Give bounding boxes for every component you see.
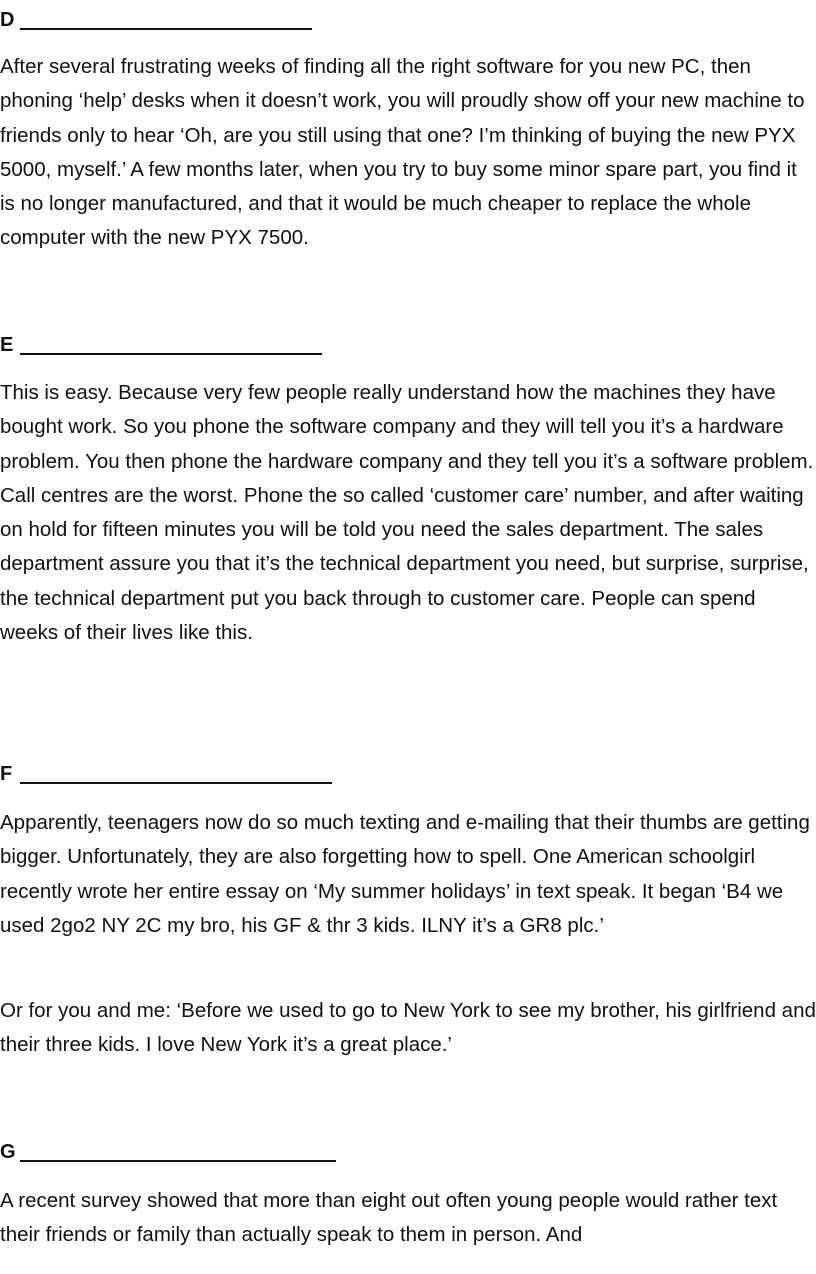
answer-blank-line <box>20 28 312 30</box>
section-letter: F <box>0 763 13 785</box>
section-f-heading <box>0 756 332 786</box>
section-g-heading <box>0 1134 336 1164</box>
section-d-paragraph-1: After several frustrating weeks of finding all the right software for you new PC, then phoning ‘help’ desks when it doesn’t work, you will proudly show off your new machine to friends only to hear ‘Oh, are you still using that one? I’m thinking of buying the new PYX 5000, myself.’ A few months later, when you try to buy some minor spare part, you find it is no longer manufactured, and that it would be much cheaper to replace the whole computer with the new PYX 7500. <box>0 55 805 250</box>
section-e-paragraph-1: This is easy. Because very few people really understand how the machines they have bought work. So you phone the software company and they will tell you it’s a hardware problem. You then phone the hardware company and they tell you it’s a software problem. Call centres are the worst. Phone the so called ‘customer care’ number, and after waiting on hold for fifteen minutes you will be told you need the sales department. The sales department assure you that it’s the technical department you need, but surprise, surprise, the technical department put you back through to customer care. People can spend weeks of their lives like this. <box>0 381 814 645</box>
answer-blank-line <box>20 353 322 355</box>
section-e-heading <box>0 327 322 357</box>
answer-blank-line <box>20 1160 336 1162</box>
section-f-paragraph-2: Or for you and me: ‘Before we used to go to New York to see my brother, his girlfriend and their three kids. I love New York it’s a great place.’ <box>0 999 816 1057</box>
section-d-heading <box>0 2 312 32</box>
section-letter: D <box>0 9 15 31</box>
section-letter: E <box>0 334 14 356</box>
section-g-paragraph-1: A recent survey showed that more than eight out often young people would rather text their friends or family than actually speak to them in person. And <box>0 1189 778 1247</box>
section-letter: G <box>0 1141 16 1163</box>
section-f-paragraph-1: Apparently, teenagers now do so much texting and e-mailing that their thumbs are getting bigger. Unfortunately, they are also forgetting how to spell. One American schoolgirl recently wrote her entire essay on ‘My summer holidays’ in text speak. It began ‘B4 we used 2go2 NY 2C my bro, his GF & thr 3 kids. ILNY it’s a GR8 plc.’ <box>0 811 810 937</box>
answer-blank-line <box>20 782 332 784</box>
